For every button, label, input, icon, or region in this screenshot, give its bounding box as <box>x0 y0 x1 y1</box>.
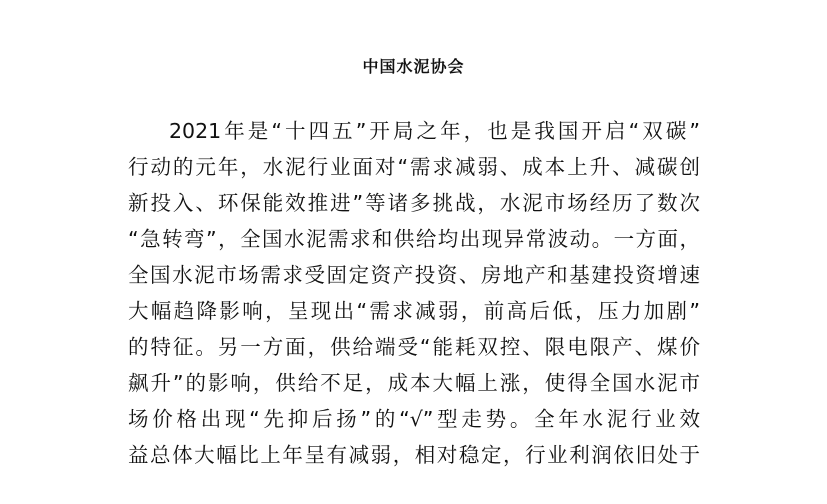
paragraph-line: 益总体大幅比上年呈有减弱，相对稳定，行业利润依旧处于 <box>128 443 700 467</box>
paragraph-line: 全国水泥市场需求受固定资产投资、房地产和基建投资增速 <box>128 263 700 287</box>
paragraph-line: 新投入、环保能效推进”等诸多挑战，水泥市场经历了数次 <box>128 191 700 215</box>
paragraph-line: 行动的元年，水泥行业面对“需求减弱、成本上升、减碳创 <box>128 155 700 179</box>
document-title: 中国水泥协会 <box>362 57 465 76</box>
body-paragraph <box>128 113 700 473</box>
paragraph-line: 大幅趋降影响，呈现出“需求减弱，前高后低，压力加剧” <box>128 299 700 323</box>
paragraph-line: “急转弯”，全国水泥需求和供给均出现异常波动。一方面， <box>128 227 700 251</box>
paragraph-line: 的特征。另一方面，供给端受“能耗双控、限电限产、煤价 <box>128 335 700 359</box>
paragraph-line: 场价格出现“先抑后扬”的“√”型走势。全年水泥行业效 <box>128 407 700 431</box>
paragraph-line: 飙升”的影响，供给不足，成本大幅上涨，使得全国水泥市 <box>128 371 700 395</box>
paragraph-line: 2021年是“十四五”开局之年，也是我国开启“双碳” <box>169 119 700 143</box>
